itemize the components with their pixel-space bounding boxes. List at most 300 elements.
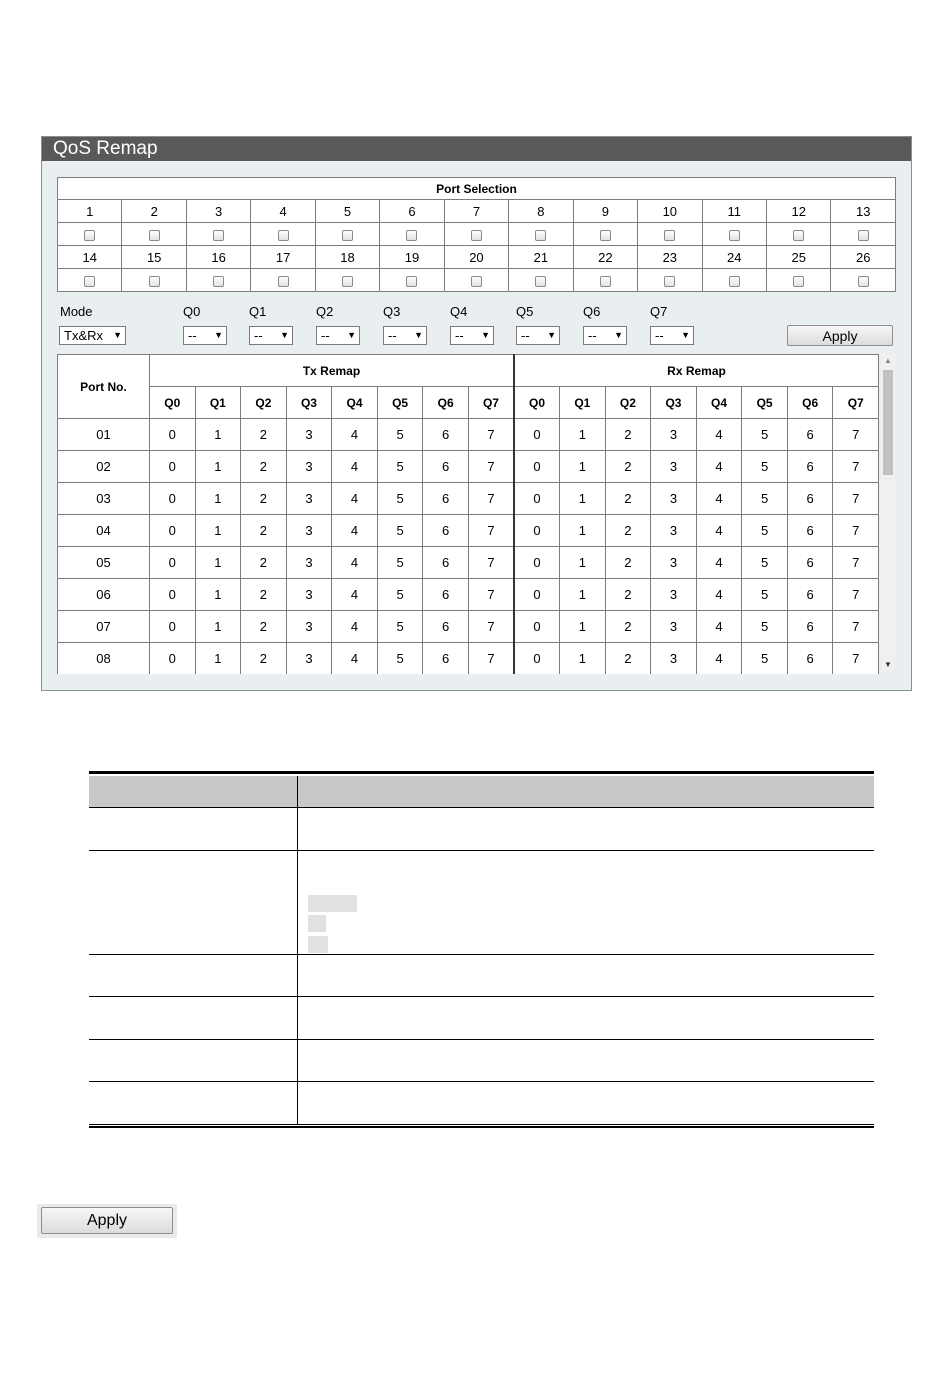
chevron-down-icon: ▼ xyxy=(280,330,289,340)
tx-remap-cell: 4 xyxy=(332,483,378,515)
port-number-label: 24 xyxy=(702,246,766,269)
rx-remap-cell: 6 xyxy=(787,451,833,483)
port-checkbox-cell xyxy=(380,269,444,292)
scroll-thumb[interactable] xyxy=(883,370,893,475)
port-number-label: 21 xyxy=(509,246,573,269)
rx-remap-cell: 0 xyxy=(514,419,560,451)
port-number-cell: 06 xyxy=(58,579,150,611)
port-number-label: 5 xyxy=(315,200,379,223)
tx-queue-header: Q7 xyxy=(468,387,514,419)
rx-queue-header: Q7 xyxy=(833,387,879,419)
rx-remap-cell: 4 xyxy=(696,419,742,451)
rx-remap-cell: 1 xyxy=(560,419,606,451)
port-number-label: 13 xyxy=(831,200,896,223)
table-row-divider xyxy=(89,996,874,997)
queue-select-q2[interactable] xyxy=(316,326,360,345)
rx-remap-cell: 3 xyxy=(651,547,697,579)
port-checkbox[interactable] xyxy=(213,230,224,241)
port-checkbox-cell xyxy=(186,269,250,292)
port-number-cell: 07 xyxy=(58,611,150,643)
rx-remap-cell: 3 xyxy=(651,419,697,451)
queue-label-q2: Q2 xyxy=(316,304,334,319)
rx-remap-cell: 3 xyxy=(651,611,697,643)
queue-select-value: -- xyxy=(388,328,397,343)
chevron-down-icon: ▼ xyxy=(347,330,356,340)
queue-label-q1: Q1 xyxy=(249,304,267,319)
port-checkbox[interactable] xyxy=(278,276,289,287)
table-top-rule xyxy=(89,771,874,774)
tx-remap-cell: 7 xyxy=(468,515,514,547)
rx-remap-cell: 1 xyxy=(560,579,606,611)
rx-remap-cell: 1 xyxy=(560,643,606,675)
port-number-cell: 01 xyxy=(58,419,150,451)
tx-remap-cell: 1 xyxy=(195,451,241,483)
port-checkbox-cell xyxy=(122,223,186,246)
port-number-label: 19 xyxy=(380,246,444,269)
tx-remap-cell: 0 xyxy=(150,643,196,675)
port-checkbox-cell xyxy=(638,269,702,292)
rx-remap-cell: 3 xyxy=(651,643,697,675)
queue-select-value: -- xyxy=(321,328,330,343)
queue-select-value: -- xyxy=(254,328,263,343)
tx-remap-cell: 2 xyxy=(241,419,287,451)
rx-remap-cell: 2 xyxy=(605,451,651,483)
port-checkbox[interactable] xyxy=(793,230,804,241)
tx-remap-cell: 6 xyxy=(423,451,469,483)
port-checkbox[interactable] xyxy=(858,230,869,241)
rx-remap-cell: 3 xyxy=(651,515,697,547)
tx-remap-cell: 3 xyxy=(286,451,332,483)
table-row xyxy=(58,451,879,483)
scroll-down-icon[interactable]: ▼ xyxy=(884,660,892,669)
table-bottom-rule xyxy=(89,1124,874,1128)
rx-queue-header: Q5 xyxy=(742,387,788,419)
table-row xyxy=(58,643,879,675)
tx-remap-cell: 4 xyxy=(332,547,378,579)
rx-remap-cell: 2 xyxy=(605,419,651,451)
port-checkbox-cell xyxy=(702,269,766,292)
rx-remap-cell: 6 xyxy=(787,547,833,579)
tx-remap-cell: 1 xyxy=(195,611,241,643)
queue-select-q4[interactable] xyxy=(450,326,494,345)
tx-remap-cell: 5 xyxy=(377,419,423,451)
port-number-label: 20 xyxy=(444,246,508,269)
chevron-down-icon: ▼ xyxy=(614,330,623,340)
table-row-divider xyxy=(89,1039,874,1040)
table-row xyxy=(58,419,879,451)
rx-remap-cell: 6 xyxy=(787,483,833,515)
table-row xyxy=(58,547,879,579)
rx-remap-cell: 6 xyxy=(787,579,833,611)
rx-remap-cell: 2 xyxy=(605,579,651,611)
tx-remap-cell: 3 xyxy=(286,611,332,643)
tx-remap-cell: 4 xyxy=(332,611,378,643)
port-checkbox-cell xyxy=(638,223,702,246)
queue-label-q0: Q0 xyxy=(183,304,201,319)
rx-remap-cell: 0 xyxy=(514,579,560,611)
rx-remap-cell: 7 xyxy=(833,579,879,611)
port-number-label: 18 xyxy=(315,246,379,269)
queue-select-q7[interactable] xyxy=(650,326,694,345)
table-row xyxy=(58,483,879,515)
redacted-text-block xyxy=(308,915,326,932)
tx-remap-cell: 0 xyxy=(150,579,196,611)
chevron-down-icon: ▼ xyxy=(414,330,423,340)
tx-remap-cell: 2 xyxy=(241,451,287,483)
chevron-down-icon: ▼ xyxy=(481,330,490,340)
queue-select-value: -- xyxy=(588,328,597,343)
port-number-cell: 08 xyxy=(58,643,150,675)
port-checkbox-cell xyxy=(58,269,122,292)
tx-remap-cell: 5 xyxy=(377,643,423,675)
tx-remap-cell: 3 xyxy=(286,643,332,675)
tx-remap-cell: 7 xyxy=(468,419,514,451)
tx-queue-header: Q3 xyxy=(286,387,332,419)
tx-remap-cell: 6 xyxy=(423,643,469,675)
port-checkbox[interactable] xyxy=(342,230,353,241)
queue-select-value: -- xyxy=(455,328,464,343)
port-checkbox-cell xyxy=(315,269,379,292)
rx-remap-cell: 7 xyxy=(833,611,879,643)
rx-remap-cell: 0 xyxy=(514,547,560,579)
port-checkbox-cell xyxy=(444,269,508,292)
port-checkbox-cell xyxy=(509,269,573,292)
apply-button[interactable]: Apply xyxy=(787,325,893,346)
queue-select-q6[interactable] xyxy=(583,326,627,345)
rx-remap-cell: 1 xyxy=(560,611,606,643)
port-checkbox[interactable] xyxy=(471,276,482,287)
tx-remap-cell: 4 xyxy=(332,643,378,675)
port-number-label: 11 xyxy=(702,200,766,223)
rx-remap-cell: 4 xyxy=(696,547,742,579)
rx-remap-cell: 1 xyxy=(560,483,606,515)
port-checkbox-cell xyxy=(444,223,508,246)
rx-remap-cell: 2 xyxy=(605,547,651,579)
port-number-label: 26 xyxy=(831,246,896,269)
tx-remap-cell: 0 xyxy=(150,483,196,515)
tx-queue-header: Q5 xyxy=(377,387,423,419)
port-checkbox[interactable] xyxy=(729,276,740,287)
rx-remap-cell: 3 xyxy=(651,451,697,483)
rx-remap-cell: 6 xyxy=(787,419,833,451)
rx-remap-cell: 4 xyxy=(696,483,742,515)
port-selection-title: Port Selection xyxy=(58,178,896,200)
rx-remap-cell: 1 xyxy=(560,451,606,483)
port-checkbox-cell xyxy=(122,269,186,292)
queue-label-q4: Q4 xyxy=(450,304,468,319)
tx-remap-cell: 4 xyxy=(332,515,378,547)
tx-remap-cell: 1 xyxy=(195,483,241,515)
rx-remap-cell: 2 xyxy=(605,515,651,547)
port-checkbox[interactable] xyxy=(664,230,675,241)
tx-remap-cell: 3 xyxy=(286,579,332,611)
remap-table xyxy=(57,354,879,674)
tx-remap-cell: 5 xyxy=(377,579,423,611)
tx-remap-cell: 6 xyxy=(423,547,469,579)
rx-remap-cell: 0 xyxy=(514,515,560,547)
tx-remap-cell: 6 xyxy=(423,579,469,611)
rx-remap-cell: 6 xyxy=(787,643,833,675)
port-number-label: 15 xyxy=(122,246,186,269)
table-row xyxy=(58,515,879,547)
rx-remap-cell: 2 xyxy=(605,483,651,515)
rx-remap-cell: 2 xyxy=(605,611,651,643)
rx-remap-cell: 4 xyxy=(696,579,742,611)
rx-remap-cell: 2 xyxy=(605,643,651,675)
port-number-label: 17 xyxy=(251,246,315,269)
port-checkbox[interactable] xyxy=(600,276,611,287)
tx-queue-header: Q4 xyxy=(332,387,378,419)
port-number-label: 8 xyxy=(509,200,573,223)
tx-remap-cell: 7 xyxy=(468,547,514,579)
tx-remap-cell: 2 xyxy=(241,643,287,675)
table-row-divider xyxy=(89,807,874,808)
queue-select-q5[interactable] xyxy=(516,326,560,345)
rx-remap-cell: 0 xyxy=(514,483,560,515)
rx-remap-cell: 5 xyxy=(742,483,788,515)
port-checkbox-cell xyxy=(251,223,315,246)
port-checkbox[interactable] xyxy=(729,230,740,241)
port-number-cell: 04 xyxy=(58,515,150,547)
port-number-cell: 03 xyxy=(58,483,150,515)
tx-remap-cell: 1 xyxy=(195,547,241,579)
port-number-label: 6 xyxy=(380,200,444,223)
tx-remap-cell: 0 xyxy=(150,419,196,451)
queue-select-q3[interactable] xyxy=(383,326,427,345)
rx-remap-cell: 7 xyxy=(833,547,879,579)
queue-label-q7: Q7 xyxy=(650,304,668,319)
port-number-label: 7 xyxy=(444,200,508,223)
parameter-description-table xyxy=(89,771,874,1129)
rx-remap-cell: 7 xyxy=(833,643,879,675)
tx-remap-cell: 7 xyxy=(468,483,514,515)
port-number-label: 1 xyxy=(58,200,122,223)
chevron-down-icon: ▼ xyxy=(113,330,122,340)
port-checkbox-cell xyxy=(831,223,896,246)
port-checkbox[interactable] xyxy=(84,230,95,241)
queue-select-q1[interactable] xyxy=(249,326,293,345)
port-checkbox-cell xyxy=(573,269,637,292)
tx-remap-cell: 0 xyxy=(150,547,196,579)
rx-remap-cell: 4 xyxy=(696,611,742,643)
tx-remap-cell: 6 xyxy=(423,515,469,547)
tx-remap-cell: 2 xyxy=(241,547,287,579)
table-row xyxy=(58,611,879,643)
redacted-text-block xyxy=(308,895,357,912)
rx-remap-cell: 6 xyxy=(787,515,833,547)
tx-queue-header: Q6 xyxy=(423,387,469,419)
port-number-label: 12 xyxy=(766,200,830,223)
port-number-label: 14 xyxy=(58,246,122,269)
rx-remap-cell: 0 xyxy=(514,451,560,483)
rx-remap-cell: 1 xyxy=(560,547,606,579)
rx-remap-cell: 1 xyxy=(560,515,606,547)
port-number-cell: 05 xyxy=(58,547,150,579)
port-checkbox-cell xyxy=(251,269,315,292)
port-checkbox-cell xyxy=(702,223,766,246)
port-number-label: 4 xyxy=(251,200,315,223)
port-checkbox[interactable] xyxy=(342,276,353,287)
table-row xyxy=(58,579,879,611)
table-header-row xyxy=(89,776,874,807)
tx-remap-header: Tx Remap xyxy=(150,355,515,387)
qos-remap-panel xyxy=(41,136,912,691)
tx-remap-cell: 4 xyxy=(332,451,378,483)
port-number-label: 10 xyxy=(638,200,702,223)
tx-remap-cell: 5 xyxy=(377,611,423,643)
table-column-divider xyxy=(297,776,298,1124)
port-checkbox-cell xyxy=(766,223,830,246)
rx-remap-cell: 5 xyxy=(742,419,788,451)
tx-remap-cell: 1 xyxy=(195,515,241,547)
rx-remap-header: Rx Remap xyxy=(514,355,879,387)
rx-queue-header: Q6 xyxy=(787,387,833,419)
tx-remap-cell: 5 xyxy=(377,451,423,483)
table-row-divider xyxy=(89,954,874,955)
rx-remap-cell: 7 xyxy=(833,483,879,515)
rx-remap-cell: 5 xyxy=(742,643,788,675)
port-selection-table xyxy=(57,177,896,292)
queue-select-value: -- xyxy=(188,328,197,343)
rx-remap-cell: 5 xyxy=(742,451,788,483)
port-checkbox[interactable] xyxy=(278,230,289,241)
port-no-header: Port No. xyxy=(58,355,150,419)
chevron-down-icon: ▼ xyxy=(681,330,690,340)
port-checkbox[interactable] xyxy=(664,276,675,287)
port-checkbox[interactable] xyxy=(213,276,224,287)
rx-queue-header: Q2 xyxy=(605,387,651,419)
port-number-label: 3 xyxy=(186,200,250,223)
tx-remap-cell: 3 xyxy=(286,515,332,547)
port-checkbox[interactable] xyxy=(471,230,482,241)
port-checkbox-cell xyxy=(186,223,250,246)
mode-label: Mode xyxy=(60,304,93,319)
chevron-down-icon: ▼ xyxy=(214,330,223,340)
tx-remap-cell: 7 xyxy=(468,451,514,483)
tx-remap-cell: 4 xyxy=(332,579,378,611)
tx-remap-cell: 1 xyxy=(195,643,241,675)
queue-label-q3: Q3 xyxy=(383,304,401,319)
port-number-label: 22 xyxy=(573,246,637,269)
port-checkbox[interactable] xyxy=(600,230,611,241)
port-checkbox-cell xyxy=(509,223,573,246)
remap-scrollbar[interactable] xyxy=(881,354,895,671)
rx-queue-header: Q1 xyxy=(560,387,606,419)
rx-remap-cell: 4 xyxy=(696,643,742,675)
port-number-label: 25 xyxy=(766,246,830,269)
tx-remap-cell: 3 xyxy=(286,483,332,515)
rx-queue-header: Q4 xyxy=(696,387,742,419)
tx-remap-cell: 2 xyxy=(241,611,287,643)
scroll-up-icon[interactable]: ▲ xyxy=(884,356,892,365)
rx-remap-cell: 7 xyxy=(833,419,879,451)
apply-button-illustration xyxy=(37,1204,177,1238)
rx-remap-cell: 3 xyxy=(651,483,697,515)
rx-remap-cell: 3 xyxy=(651,579,697,611)
port-checkbox-cell xyxy=(58,223,122,246)
table-row-divider xyxy=(89,1081,874,1082)
remap-table-container xyxy=(57,354,879,674)
rx-remap-cell: 5 xyxy=(742,579,788,611)
tx-remap-cell: 6 xyxy=(423,611,469,643)
rx-remap-cell: 4 xyxy=(696,515,742,547)
redacted-text-block xyxy=(308,936,328,953)
port-checkbox[interactable] xyxy=(84,276,95,287)
tx-queue-header: Q2 xyxy=(241,387,287,419)
tx-remap-cell: 0 xyxy=(150,611,196,643)
tx-remap-cell: 2 xyxy=(241,515,287,547)
mode-select-value: Tx&Rx xyxy=(64,328,103,343)
tx-remap-cell: 7 xyxy=(468,579,514,611)
rx-remap-cell: 4 xyxy=(696,451,742,483)
rx-remap-cell: 6 xyxy=(787,611,833,643)
port-number-label: 23 xyxy=(638,246,702,269)
queue-label-q5: Q5 xyxy=(516,304,534,319)
port-checkbox[interactable] xyxy=(149,230,160,241)
tx-remap-cell: 0 xyxy=(150,515,196,547)
tx-remap-cell: 5 xyxy=(377,515,423,547)
tx-remap-cell: 6 xyxy=(423,419,469,451)
rx-remap-cell: 7 xyxy=(833,515,879,547)
mode-select[interactable] xyxy=(59,326,126,345)
chevron-down-icon: ▼ xyxy=(547,330,556,340)
tx-remap-cell: 1 xyxy=(195,419,241,451)
tx-queue-header: Q1 xyxy=(195,387,241,419)
rx-queue-header: Q0 xyxy=(514,387,560,419)
rx-remap-cell: 7 xyxy=(833,451,879,483)
port-checkbox[interactable] xyxy=(535,230,546,241)
queue-label-q6: Q6 xyxy=(583,304,601,319)
port-number-cell: 02 xyxy=(58,451,150,483)
rx-remap-cell: 5 xyxy=(742,547,788,579)
tx-remap-cell: 2 xyxy=(241,579,287,611)
tx-remap-cell: 7 xyxy=(468,643,514,675)
queue-select-q0[interactable] xyxy=(183,326,227,345)
port-number-label: 9 xyxy=(573,200,637,223)
port-checkbox-cell xyxy=(831,269,896,292)
apply-button-example[interactable]: Apply xyxy=(41,1207,173,1234)
port-checkbox[interactable] xyxy=(793,276,804,287)
tx-remap-cell: 2 xyxy=(241,483,287,515)
tx-remap-cell: 4 xyxy=(332,419,378,451)
port-checkbox-cell xyxy=(380,223,444,246)
tx-queue-header: Q0 xyxy=(150,387,196,419)
port-checkbox[interactable] xyxy=(149,276,160,287)
port-checkbox[interactable] xyxy=(406,230,417,241)
tx-remap-cell: 6 xyxy=(423,483,469,515)
port-checkbox-cell xyxy=(573,223,637,246)
tx-remap-cell: 0 xyxy=(150,451,196,483)
panel-title: QoS Remap xyxy=(42,137,911,161)
tx-remap-cell: 3 xyxy=(286,419,332,451)
tx-remap-cell: 5 xyxy=(377,483,423,515)
port-checkbox-cell xyxy=(315,223,379,246)
port-checkbox[interactable] xyxy=(535,276,546,287)
port-number-label: 2 xyxy=(122,200,186,223)
tx-remap-cell: 5 xyxy=(377,547,423,579)
port-number-label: 16 xyxy=(186,246,250,269)
rx-queue-header: Q3 xyxy=(651,387,697,419)
port-checkbox[interactable] xyxy=(406,276,417,287)
queue-select-value: -- xyxy=(521,328,530,343)
table-row-divider xyxy=(89,850,874,851)
rx-remap-cell: 0 xyxy=(514,611,560,643)
rx-remap-cell: 5 xyxy=(742,515,788,547)
tx-remap-cell: 3 xyxy=(286,547,332,579)
port-checkbox[interactable] xyxy=(858,276,869,287)
rx-remap-cell: 0 xyxy=(514,643,560,675)
port-checkbox-cell xyxy=(766,269,830,292)
